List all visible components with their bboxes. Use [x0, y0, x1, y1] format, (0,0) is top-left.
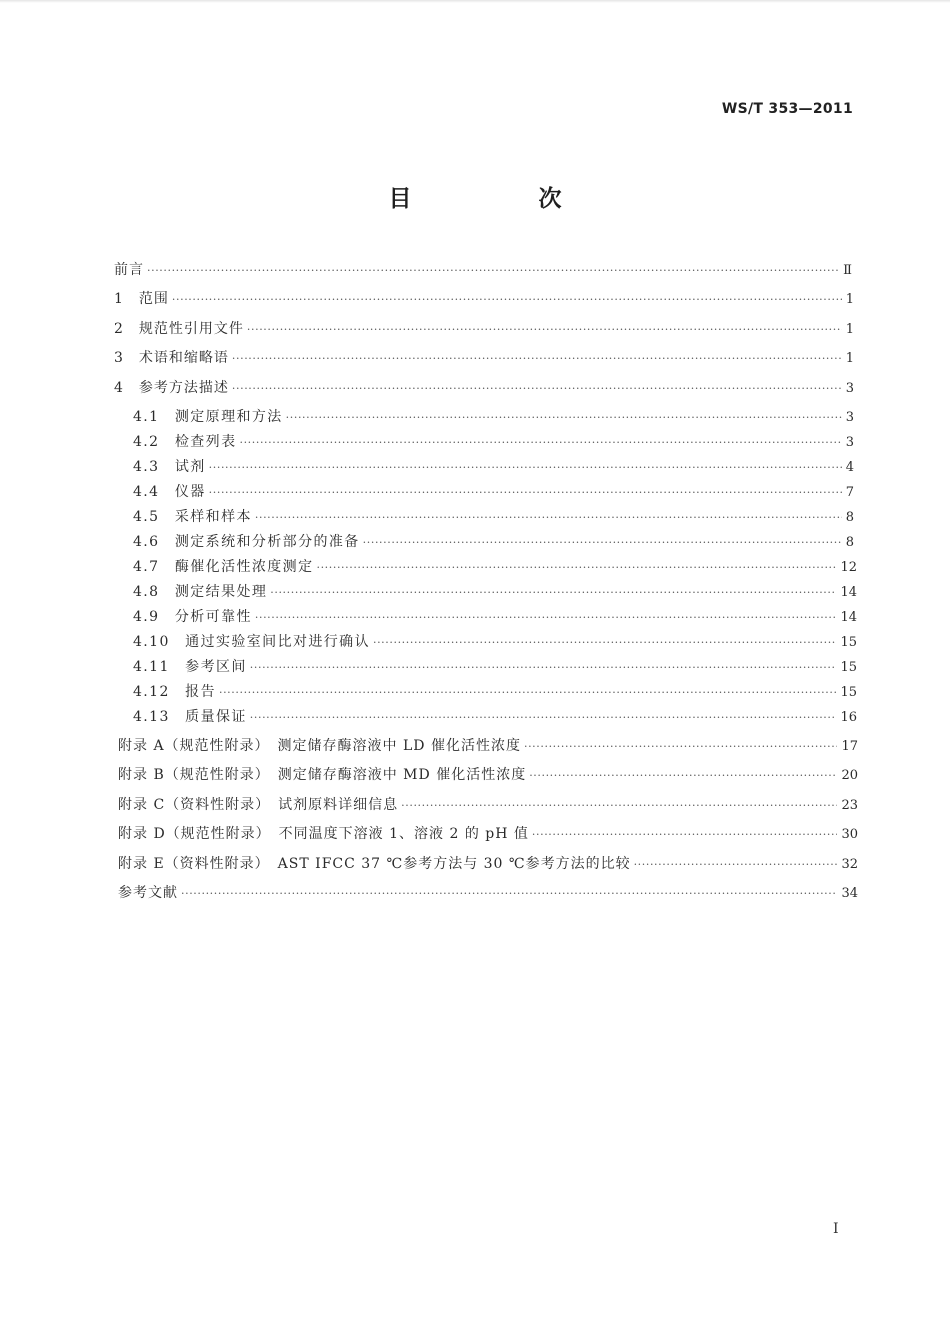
toc-entry-text: 4.10 通过实验室间比对进行确认 — [133, 634, 370, 650]
toc-leader-dots — [181, 885, 837, 903]
toc-leader-dots — [373, 634, 836, 652]
toc-entry-page: 17 — [841, 739, 858, 754]
toc-entry-4-11[interactable] — [133, 658, 857, 676]
toc-entry-text: 2 规范性引用文件 — [114, 321, 244, 337]
toc-entry-page: 12 — [840, 560, 857, 575]
toc-entry-annex-d[interactable] — [118, 825, 858, 843]
toc-leader-dots — [524, 738, 837, 756]
toc-entry-4-9[interactable] — [133, 608, 857, 626]
page-number: I — [833, 1221, 839, 1237]
toc-entry-page: 20 — [841, 768, 858, 783]
toc-leader-dots — [529, 767, 837, 785]
toc-entry-annex-e[interactable] — [118, 855, 858, 873]
toc-entry-page: 30 — [841, 827, 858, 842]
toc-entry-page: 15 — [840, 685, 857, 700]
toc-entry-4-13[interactable] — [133, 708, 857, 726]
toc-entry-page: 16 — [840, 710, 857, 725]
toc-leader-dots — [239, 434, 841, 452]
toc-entry-4-6[interactable] — [133, 533, 854, 551]
toc-leader-dots — [250, 709, 837, 727]
toc-entry-page: 23 — [841, 798, 858, 813]
toc-entry-4-4[interactable] — [133, 483, 854, 501]
toc-entry-page: 4 — [845, 460, 854, 475]
toc-leader-dots — [316, 559, 836, 577]
toc-entry-text: 附录 D（规范性附录） 不同温度下溶液 1、溶液 2 的 pH 值 — [118, 826, 529, 842]
toc-entry-text: 4.4 仪器 — [133, 484, 206, 500]
toc-entry-2[interactable] — [114, 320, 854, 338]
toc-entry-foreword[interactable] — [114, 261, 852, 279]
toc-entry-page: Ⅱ — [843, 263, 852, 278]
toc-leader-dots — [219, 684, 836, 702]
toc-entry-page: 15 — [840, 635, 857, 650]
toc-leader-dots — [250, 659, 837, 677]
toc-entry-1[interactable] — [114, 290, 854, 308]
toc-entry-4-5[interactable] — [133, 508, 854, 526]
toc-entry-text: 4.8 测定结果处理 — [133, 584, 268, 600]
toc-entry-text: 4.1 测定原理和方法 — [133, 409, 283, 425]
toc-entry-4-8[interactable] — [133, 583, 857, 601]
toc-entry-4-12[interactable] — [133, 683, 857, 701]
toc-entry-text: 4.6 测定系统和分析部分的准备 — [133, 534, 360, 550]
toc-leader-dots — [209, 484, 842, 502]
standard-code: WS/T 353—2011 — [721, 101, 853, 117]
toc-leader-dots — [172, 291, 842, 309]
toc-entry-page: 14 — [840, 585, 857, 600]
toc-leader-dots — [232, 350, 842, 368]
toc-entry-page: 3 — [845, 410, 854, 425]
toc-entry-4-3[interactable] — [133, 458, 854, 476]
toc-entry-4-7[interactable] — [133, 558, 857, 576]
toc-leader-dots — [634, 856, 838, 874]
toc-entry-annex-b[interactable] — [118, 766, 858, 784]
toc-entry-text: 前言 — [114, 262, 144, 278]
toc-entry-page: 1 — [845, 351, 854, 366]
toc-leader-dots — [255, 509, 842, 527]
toc-leader-dots — [255, 609, 837, 627]
toc-entry-text: 4.12 报告 — [133, 684, 216, 700]
toc-leader-dots — [270, 584, 836, 602]
toc-entry-page: 1 — [845, 322, 854, 337]
toc-entry-text: 4.3 试剂 — [133, 459, 206, 475]
toc-entry-page: 15 — [840, 660, 857, 675]
toc-entry-text: 4.2 检查列表 — [133, 434, 237, 450]
toc-entry-text: 附录 E（资料性附录） AST IFCC 37 ℃参考方法与 30 ℃参考方法的比较 — [118, 856, 631, 872]
toc-entry-text: 4.5 采样和样本 — [133, 509, 252, 525]
toc-entry-page: 1 — [845, 292, 854, 307]
toc-entry-page: 7 — [845, 485, 854, 500]
toc-entry-4-10[interactable] — [133, 633, 857, 651]
toc-entry-text: 参考文献 — [118, 885, 178, 901]
toc-entry-page: 8 — [845, 510, 854, 525]
toc-leader-dots — [401, 797, 837, 815]
toc-entry-page: 3 — [845, 435, 854, 450]
toc-leader-dots — [286, 409, 842, 427]
toc-entry-text: 4.13 质量保证 — [133, 709, 247, 725]
toc-entry-annex-c[interactable] — [118, 796, 858, 814]
toc-entry-text: 4.7 酶催化活性浓度测定 — [133, 559, 314, 575]
toc-entry-text: 4.11 参考区间 — [133, 659, 247, 675]
toc-entry-page: 32 — [841, 857, 858, 872]
toc-entry-4-2[interactable] — [133, 433, 854, 451]
toc-entry-text: 1 范围 — [114, 291, 169, 307]
toc-entry-text: 4.9 分析可靠性 — [133, 609, 252, 625]
page-title: 目 次 — [388, 186, 614, 212]
toc-leader-dots — [247, 321, 842, 339]
toc-entry-page: 14 — [840, 610, 857, 625]
toc-leader-dots — [232, 380, 842, 398]
toc-entry-4[interactable] — [114, 379, 854, 397]
toc-leader-dots — [363, 534, 842, 552]
toc-entry-page: 3 — [845, 381, 854, 396]
toc-entry-page: 34 — [841, 886, 858, 901]
toc-leader-dots — [147, 262, 839, 280]
toc-entry-text: 附录 C（资料性附录） 试剂原料详细信息 — [118, 797, 399, 813]
toc-entry-text: 3 术语和缩略语 — [114, 350, 229, 366]
toc-entry-text: 附录 A（规范性附录） 测定储存酶溶液中 LD 催化活性浓度 — [118, 738, 521, 754]
toc-entry-annex-a[interactable] — [118, 737, 858, 755]
toc-entry-4-1[interactable] — [133, 408, 854, 426]
toc-entry-bibliography[interactable] — [118, 884, 858, 902]
toc-entry-3[interactable] — [114, 349, 854, 367]
scan-edge — [0, 0, 950, 3]
toc-entry-text: 4 参考方法描述 — [114, 380, 229, 396]
toc-entry-page: 8 — [845, 535, 854, 550]
toc-leader-dots — [209, 459, 842, 477]
toc-leader-dots — [532, 826, 838, 844]
toc-entry-text: 附录 B（规范性附录） 测定储存酶溶液中 MD 催化活性浓度 — [118, 767, 527, 783]
